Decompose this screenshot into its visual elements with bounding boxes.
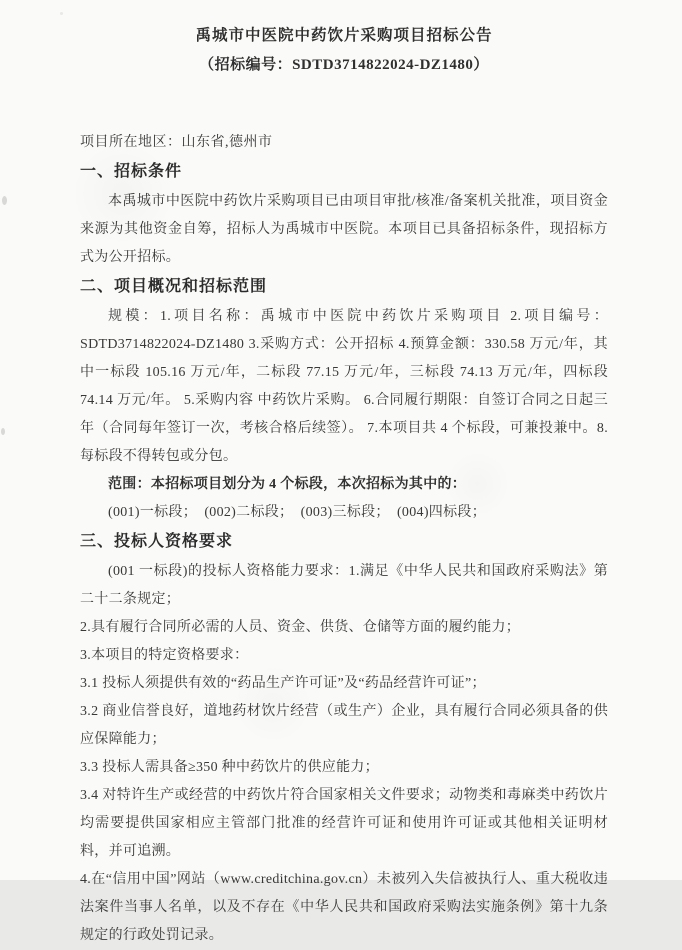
tender-number-subtitle: （招标编号：SDTD3714822024-DZ1480） [199, 57, 489, 73]
paragraph-requirement-3-1: 3.1 投标人须提供有效的“药品生产许可证”及“药品经营许可证”； [80, 676, 486, 691]
scan-artifact [60, 12, 63, 15]
paragraph-requirement-2: 2.具有履行合同所必需的人员、资金、供货、仓储等方面的履约能力； [80, 620, 521, 635]
paragraph-requirement-3-2: 3.2 商业信誉良好，道地药材饮片经营（或生产）企业，具有履行合同必须具备的供应保障能力； [80, 704, 608, 747]
section-heading-project-overview: 二、项目概况和招标范围 [80, 278, 268, 295]
project-region-line: 项目所在地区：山东省,德州市 [80, 135, 273, 150]
paragraph-requirement-3-3: 3.3 投标人需具备≥350 种中药饮片的供应能力； [80, 760, 379, 775]
document-body [80, 24, 608, 950]
scan-artifact [1, 428, 5, 435]
paragraph-project-scale: 规模：1.项目名称：禹城市中医院中药饮片采购项目 2.项目编号：SDTD3714822024-DZ1480 3.采购方式：公开招标 4.预算金额：330.58 万元/年，其中一标段 105.16 万元/年，二标段 77.15 万元/年，三标段 74.13 万元/年，四标段 74.14 万元/年。 5.采购内容 中药饮片采购。 6.合同履行期限：自签订合同之日起三年（合同每年签订一次，考核合格后续签）。 7.本项目共 4 个标段，可兼投兼中。8.每标段不得转包或分包。 [80, 309, 608, 464]
section-heading-bidder-qualifications: 三、投标人资格要求 [80, 533, 234, 550]
paragraph-requirement-3-4: 3.4 对特许生产或经营的中药饮片符合国家相关文件要求；动物类和毒麻类中药饮片均需要提供国家相应主管部门批准的经营许可证和使用许可证或其他相关证明材料，并可追溯。 [80, 788, 608, 859]
paragraph-requirement-4: 4.在“信用中国”网站（www.creditchina.gov.cn）未被列入失信被执行人、重大税收违法案件当事人名单，以及不存在《中华人民共和国政府采购法实施条例》第十九条规定的行政处罚记录。 [80, 872, 608, 943]
paragraph-tender-conditions: 本禹城市中医院中药饮片采购项目已由项目审批/核准/备案机关批准，项目资金来源为其他资金自筹，招标人为禹城市中医院。本项目已具备招标条件，现招标方式为公开招标。 [80, 194, 608, 265]
section-heading-tender-conditions: 一、招标条件 [80, 163, 183, 180]
paragraph-scope-label: 范围：本招标项目划分为 4 个标段，本次招标为其中的： [108, 477, 467, 492]
scan-artifact [2, 196, 7, 205]
paragraph-qualification-intro: (001 一标段)的投标人资格能力要求：1.满足《中华人民共和国政府采购法》第二十二条规定； [80, 564, 608, 607]
paragraph-lot-list: (001)一标段； (002)二标段； (003)三标段； (004)四标段； [108, 505, 486, 520]
paragraph-requirement-3: 3.本项目的特定资格要求： [80, 648, 249, 663]
page-title: 禹城市中医院中药饮片采购项目招标公告 [195, 27, 493, 44]
